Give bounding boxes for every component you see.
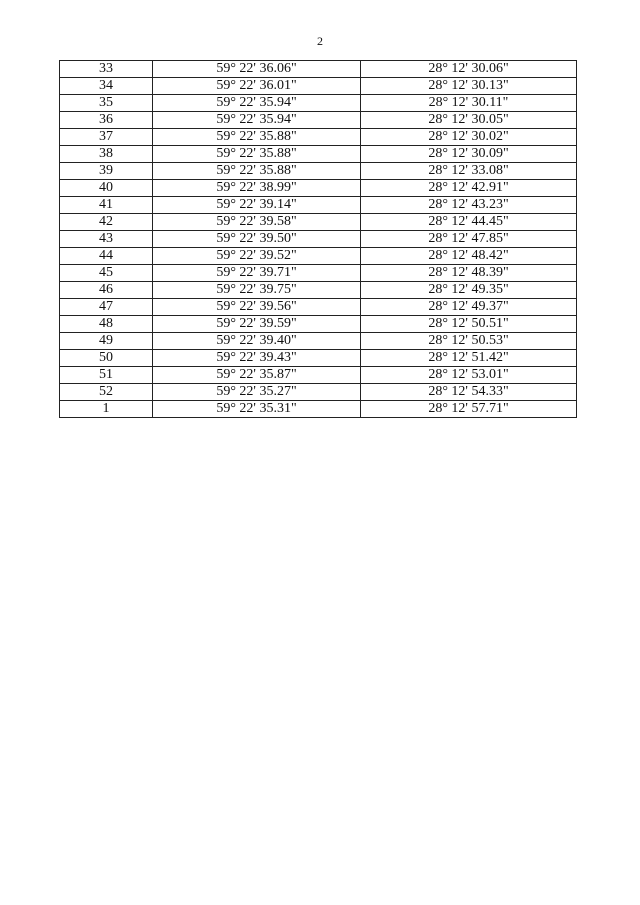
longitude-cell: 28° 12' 57.71" bbox=[361, 401, 577, 418]
table-row bbox=[60, 282, 577, 299]
latitude-cell: 59° 22' 36.01" bbox=[153, 78, 361, 95]
point-number-cell: 35 bbox=[60, 95, 153, 112]
longitude-cell: 28° 12' 30.05" bbox=[361, 112, 577, 129]
table-row bbox=[60, 78, 577, 95]
latitude-cell: 59° 22' 39.50" bbox=[153, 231, 361, 248]
longitude-cell: 28° 12' 53.01" bbox=[361, 367, 577, 384]
latitude-cell: 59° 22' 35.27" bbox=[153, 384, 361, 401]
table-row bbox=[60, 231, 577, 248]
longitude-cell: 28° 12' 50.53" bbox=[361, 333, 577, 350]
longitude-cell: 28° 12' 51.42" bbox=[361, 350, 577, 367]
page-number: 2 bbox=[317, 34, 323, 48]
table-row bbox=[60, 214, 577, 231]
latitude-cell: 59° 22' 39.14" bbox=[153, 197, 361, 214]
coordinates-table bbox=[59, 60, 577, 418]
table-row bbox=[60, 163, 577, 180]
latitude-cell: 59° 22' 35.88" bbox=[153, 146, 361, 163]
point-number-cell: 33 bbox=[60, 61, 153, 78]
latitude-cell: 59° 22' 35.94" bbox=[153, 112, 361, 129]
latitude-cell: 59° 22' 39.56" bbox=[153, 299, 361, 316]
longitude-cell: 28° 12' 42.91" bbox=[361, 180, 577, 197]
latitude-cell: 59° 22' 39.40" bbox=[153, 333, 361, 350]
table-row bbox=[60, 367, 577, 384]
table-row bbox=[60, 316, 577, 333]
table-row bbox=[60, 350, 577, 367]
latitude-cell: 59° 22' 35.31" bbox=[153, 401, 361, 418]
latitude-cell: 59° 22' 39.52" bbox=[153, 248, 361, 265]
longitude-cell: 28° 12' 30.06" bbox=[361, 61, 577, 78]
latitude-cell: 59° 22' 39.43" bbox=[153, 350, 361, 367]
table-row bbox=[60, 248, 577, 265]
latitude-cell: 59° 22' 39.75" bbox=[153, 282, 361, 299]
point-number-cell: 47 bbox=[60, 299, 153, 316]
latitude-cell: 59° 22' 36.06" bbox=[153, 61, 361, 78]
point-number-cell: 52 bbox=[60, 384, 153, 401]
longitude-cell: 28° 12' 30.09" bbox=[361, 146, 577, 163]
table-row bbox=[60, 112, 577, 129]
table-row bbox=[60, 384, 577, 401]
longitude-cell: 28° 12' 49.35" bbox=[361, 282, 577, 299]
point-number-cell: 39 bbox=[60, 163, 153, 180]
point-number-cell: 36 bbox=[60, 112, 153, 129]
longitude-cell: 28° 12' 48.42" bbox=[361, 248, 577, 265]
point-number-cell: 37 bbox=[60, 129, 153, 146]
point-number-cell: 41 bbox=[60, 197, 153, 214]
table-row bbox=[60, 265, 577, 282]
table-row bbox=[60, 61, 577, 78]
longitude-cell: 28° 12' 44.45" bbox=[361, 214, 577, 231]
longitude-cell: 28° 12' 49.37" bbox=[361, 299, 577, 316]
latitude-cell: 59° 22' 35.88" bbox=[153, 129, 361, 146]
point-number-cell: 1 bbox=[60, 401, 153, 418]
longitude-cell: 28° 12' 54.33" bbox=[361, 384, 577, 401]
longitude-cell: 28° 12' 47.85" bbox=[361, 231, 577, 248]
table-row bbox=[60, 180, 577, 197]
latitude-cell: 59° 22' 39.71" bbox=[153, 265, 361, 282]
latitude-cell: 59° 22' 35.94" bbox=[153, 95, 361, 112]
table-row bbox=[60, 401, 577, 418]
point-number-cell: 49 bbox=[60, 333, 153, 350]
latitude-cell: 59° 22' 39.59" bbox=[153, 316, 361, 333]
latitude-cell: 59° 22' 35.87" bbox=[153, 367, 361, 384]
point-number-cell: 46 bbox=[60, 282, 153, 299]
point-number-cell: 40 bbox=[60, 180, 153, 197]
point-number-cell: 38 bbox=[60, 146, 153, 163]
point-number-cell: 43 bbox=[60, 231, 153, 248]
longitude-cell: 28° 12' 48.39" bbox=[361, 265, 577, 282]
latitude-cell: 59° 22' 35.88" bbox=[153, 163, 361, 180]
point-number-cell: 45 bbox=[60, 265, 153, 282]
table-row bbox=[60, 299, 577, 316]
longitude-cell: 28° 12' 30.13" bbox=[361, 78, 577, 95]
longitude-cell: 28° 12' 33.08" bbox=[361, 163, 577, 180]
coordinates-table-body bbox=[60, 61, 577, 418]
point-number-cell: 50 bbox=[60, 350, 153, 367]
longitude-cell: 28° 12' 30.02" bbox=[361, 129, 577, 146]
table-row bbox=[60, 333, 577, 350]
latitude-cell: 59° 22' 38.99" bbox=[153, 180, 361, 197]
longitude-cell: 28° 12' 43.23" bbox=[361, 197, 577, 214]
table-row bbox=[60, 95, 577, 112]
table-row bbox=[60, 129, 577, 146]
longitude-cell: 28° 12' 50.51" bbox=[361, 316, 577, 333]
table-row bbox=[60, 197, 577, 214]
point-number-cell: 34 bbox=[60, 78, 153, 95]
point-number-cell: 48 bbox=[60, 316, 153, 333]
latitude-cell: 59° 22' 39.58" bbox=[153, 214, 361, 231]
longitude-cell: 28° 12' 30.11" bbox=[361, 95, 577, 112]
point-number-cell: 44 bbox=[60, 248, 153, 265]
point-number-cell: 42 bbox=[60, 214, 153, 231]
table-row bbox=[60, 146, 577, 163]
point-number-cell: 51 bbox=[60, 367, 153, 384]
